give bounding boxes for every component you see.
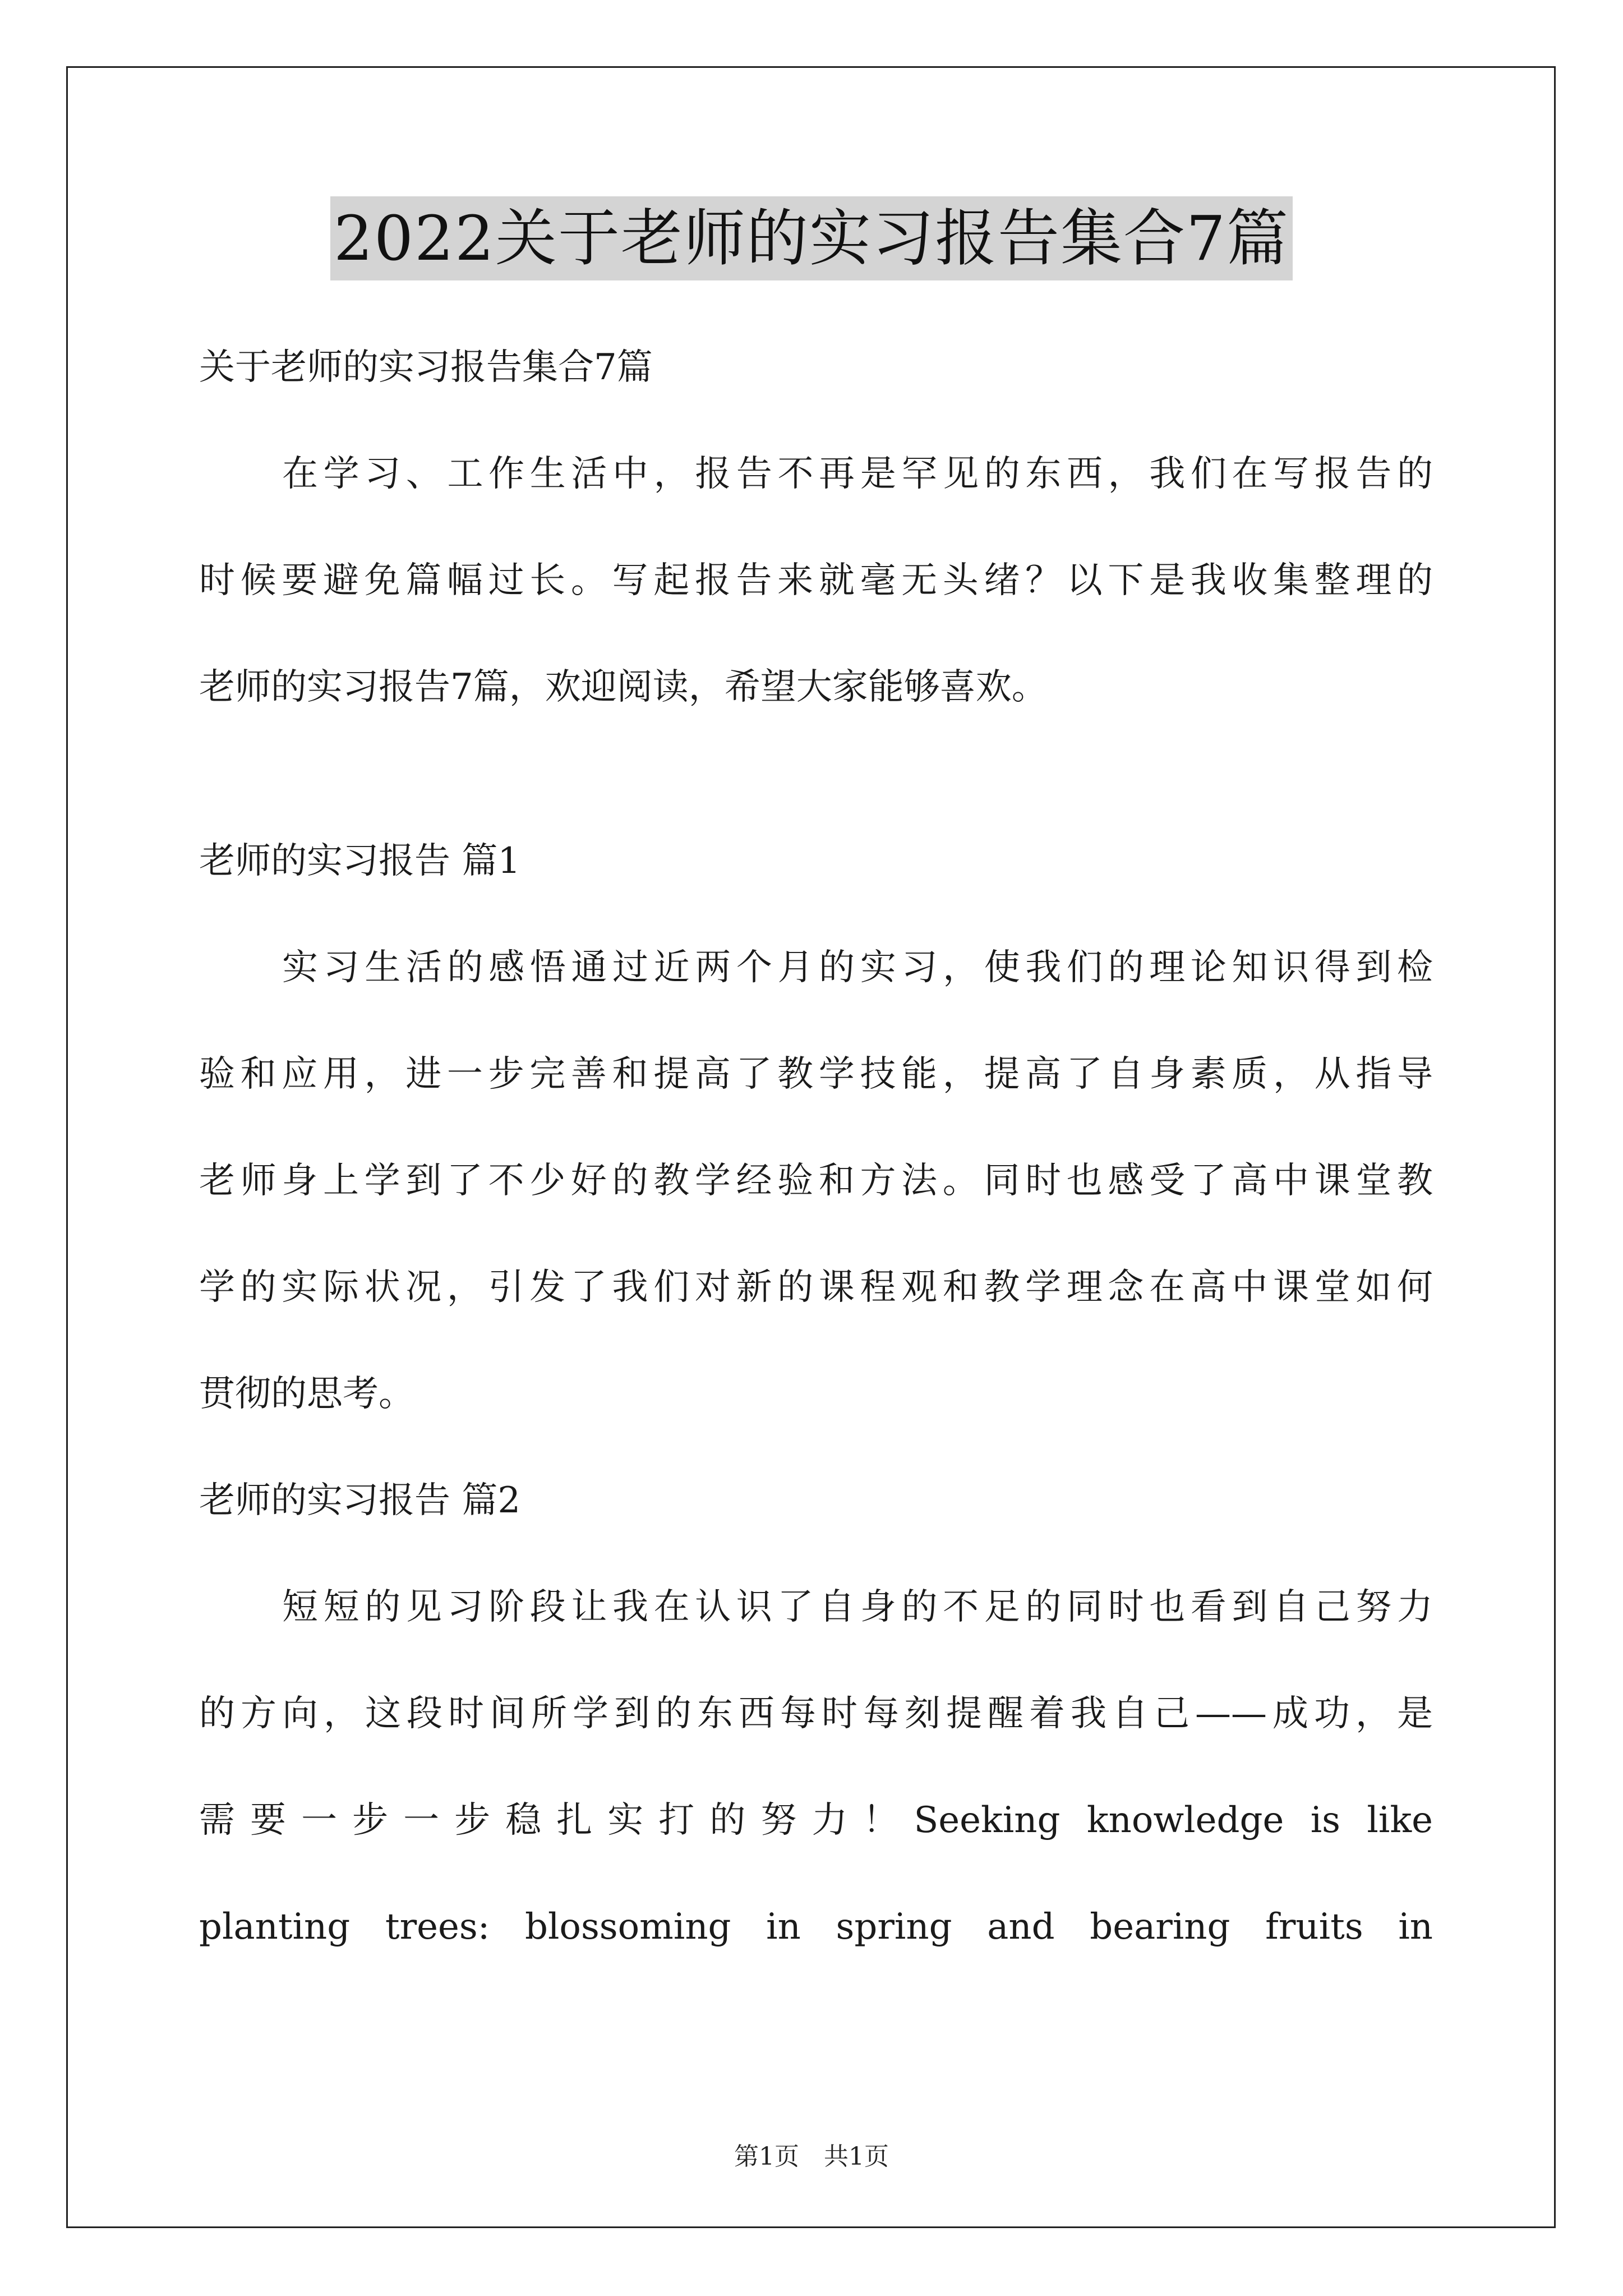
- section-1-line: 老师身上学到了不少好的教学经验和方法。同时也感受了高中课堂教: [199, 1160, 1433, 1202]
- section-1-line: 贯彻的思考。: [199, 1373, 414, 1415]
- section-2-line: 的方向，这段时间所学到的东西每时每刻提醒着我自己——成功，是: [199, 1693, 1433, 1734]
- intro-line: 时候要避免篇幅过长。写起报告来就毫无头绪？以下是我收集整理的: [199, 560, 1433, 601]
- intro-line: 老师的实习报告7篇，欢迎阅读，希望大家能够喜欢。: [199, 666, 1048, 708]
- title-container: [0, 196, 1623, 280]
- page-footer: 第1页 共1页: [734, 2142, 889, 2171]
- section-1-line: 学的实际状况，引发了我们对新的课程观和教学理念在高中课堂如何: [199, 1267, 1433, 1308]
- intro-line: 在学习、工作生活中，报告不再是罕见的东西，我们在写报告的: [282, 453, 1433, 495]
- document-title: 2022关于老师的实习报告集合7篇: [330, 196, 1293, 280]
- section-heading-2: 老师的实习报告 篇2: [199, 1480, 521, 1521]
- section-2-line: 短短的见习阶段让我在认识了自身的不足的同时也看到自己努力: [282, 1586, 1433, 1628]
- document-subtitle: 关于老师的实习报告集合7篇: [199, 347, 653, 388]
- section-heading-1: 老师的实习报告 篇1: [199, 840, 521, 882]
- section-2-line: planting trees: blossoming in spring and bearing fruits in: [199, 1906, 1433, 1948]
- section-1-line: 实习生活的感悟通过近两个月的实习，使我们的理论知识得到检: [282, 947, 1433, 988]
- document-body: [199, 314, 1433, 1980]
- section-1-line: 验和应用，进一步完善和提高了教学技能，提高了自身素质，从指导: [199, 1053, 1433, 1095]
- section-2-line: 需要一步一步稳扎实打的努力！Seeking knowledge is like: [199, 1800, 1433, 1841]
